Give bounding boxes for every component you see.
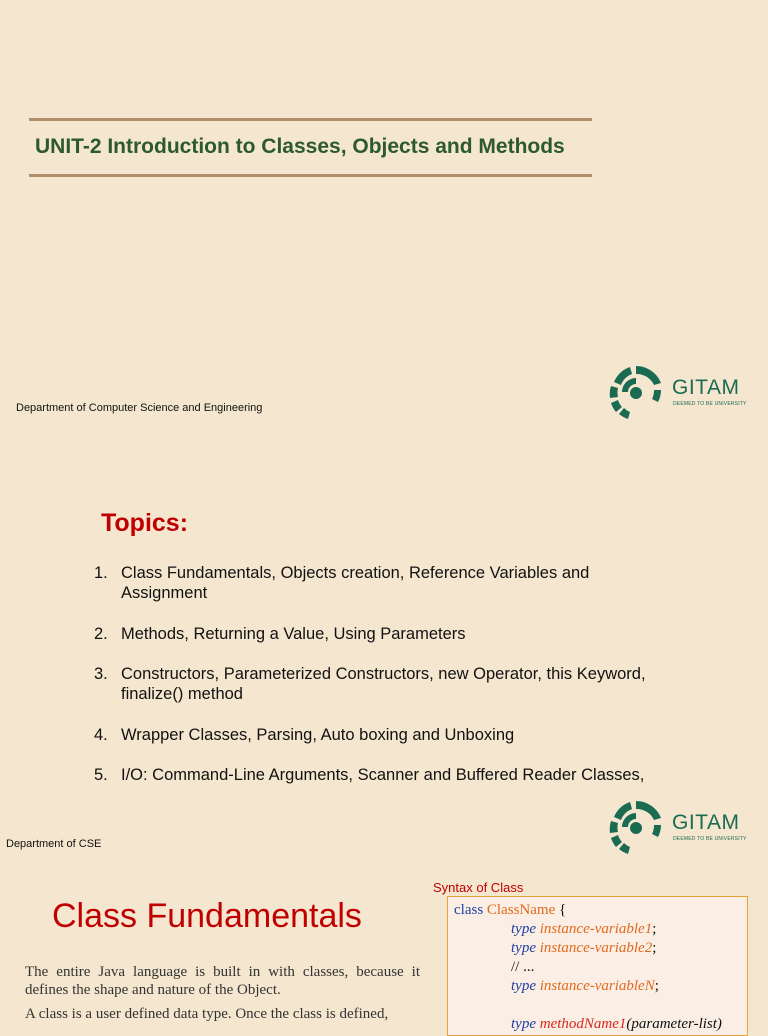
code-semicolon: ;: [652, 940, 657, 956]
logo-tagline: DEEMED TO BE UNIVERSITY: [673, 836, 747, 842]
code-line: [511, 977, 659, 995]
department-label: Department of CSE: [6, 838, 102, 850]
code-params: (parameter-list): [626, 1016, 722, 1032]
topic-item: [94, 664, 694, 704]
topic-number: 2.: [94, 625, 108, 643]
code-method-name: methodName1: [539, 1016, 627, 1032]
topic-item: [94, 563, 694, 603]
code-keyword: class: [454, 902, 484, 918]
gitam-swirl-icon: [606, 362, 666, 422]
code-line: [511, 920, 656, 938]
code-variable: instance-variable1: [539, 921, 653, 937]
topic-number: 3.: [94, 665, 108, 683]
title-slide: [0, 0, 768, 440]
code-type: type: [511, 1016, 536, 1032]
topic-item: [94, 765, 694, 785]
code-variable: instance-variableN: [539, 978, 655, 994]
syntax-label: Syntax of Class: [433, 880, 524, 895]
code-semicolon: ;: [654, 978, 659, 994]
topic-text: I/O: Command-Line Arguments, Scanner and Buffered Reader Classes,: [121, 766, 645, 784]
code-brace: {: [559, 902, 567, 918]
code-variable: instance-variable2: [539, 940, 653, 956]
code-class-name: ClassName: [486, 902, 556, 918]
topic-item: [94, 725, 694, 745]
code-semicolon: ;: [652, 921, 657, 937]
code-type: type: [511, 921, 536, 937]
code-line: [454, 901, 566, 919]
logo-brand-text: GITAM: [672, 811, 740, 834]
topics-heading: Topics:: [101, 509, 189, 537]
topic-text: Wrapper Classes, Parsing, Auto boxing and Unboxing: [121, 726, 515, 744]
code-type: type: [511, 940, 536, 956]
code-line: [511, 939, 656, 957]
code-block: [447, 896, 748, 1036]
topics-slide: [0, 440, 768, 860]
topic-number: 4.: [94, 726, 108, 744]
topic-text: Class Fundamentals, Objects creation, Reference Variables and Assignment: [121, 564, 590, 602]
code-type: type: [511, 978, 536, 994]
slide-title: Class Fundamentals: [52, 897, 362, 935]
code-line: [511, 1015, 722, 1033]
topic-number: 1.: [94, 564, 108, 582]
bottom-divider: [29, 174, 592, 177]
code-line: [511, 958, 534, 976]
logo-tagline: DEEMED TO BE UNIVERSITY: [673, 401, 747, 407]
top-divider: [29, 118, 592, 121]
topic-item: [94, 624, 694, 644]
paragraph: The entire Java language is built in with classes, because it defines the shape and nature of the Object.: [25, 964, 420, 998]
paragraph: A class is a user defined data type. Once the class is defined,: [25, 1006, 389, 1022]
logo-brand-text: GITAM: [672, 376, 740, 399]
code-comment: // ...: [511, 959, 535, 975]
topic-text: Constructors, Parameterized Constructors, new Operator, this Keyword, finalize() method: [121, 665, 646, 703]
department-label: Department of Computer Science and Engineering: [16, 402, 263, 414]
gitam-logo: [606, 797, 746, 857]
gitam-logo: [606, 362, 746, 422]
gitam-swirl-icon: [606, 797, 666, 857]
topic-number: 5.: [94, 766, 108, 784]
topic-text: Methods, Returning a Value, Using Parameters: [121, 625, 466, 643]
unit-title: UNIT-2 Introduction to Classes, Objects and Methods: [35, 135, 565, 158]
